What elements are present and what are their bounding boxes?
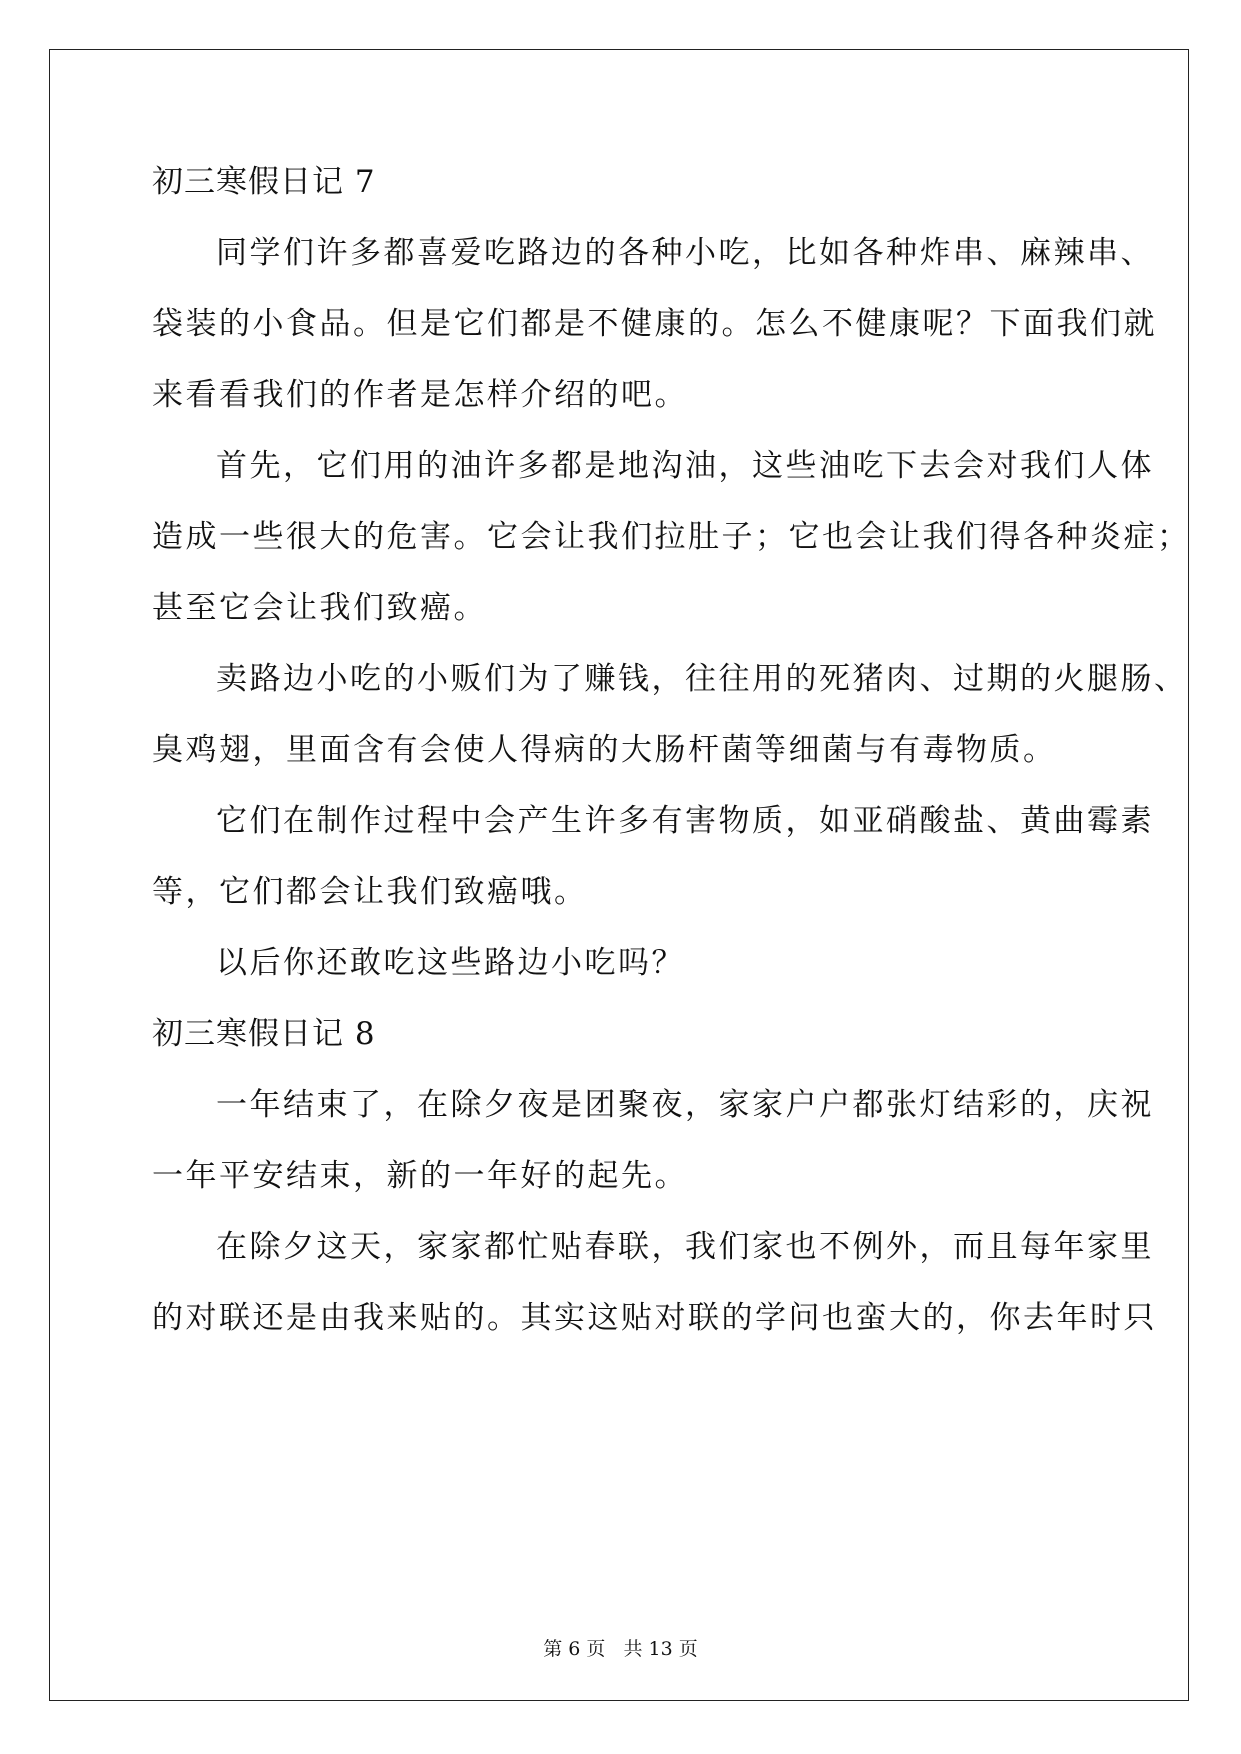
paragraph-line: 它们在制作过程中会产生许多有害物质，如亚硝酸盐、黄曲霉素	[216, 803, 1154, 839]
paragraph-line: 一年平安结束，新的一年好的起先。	[152, 1158, 688, 1194]
paragraph-line: 卖路边小吃的小贩们为了赚钱，往往用的死猪肉、过期的火腿肠、	[216, 661, 1188, 697]
section-heading: 初三寒假日记 8	[152, 1016, 376, 1052]
page-footer	[0, 1634, 1241, 1661]
page-total: 共 13 页	[623, 1638, 698, 1660]
paragraph-line: 造成一些很大的危害。它会让我们拉肚子；它也会让我们得各种炎症；	[152, 519, 1191, 555]
section-heading: 初三寒假日记 7	[152, 164, 376, 200]
paragraph-line: 以后你还敢吃这些路边小吃吗？	[216, 945, 685, 981]
paragraph-line: 的对联还是由我来贴的。其实这贴对联的学问也蛮大的，你去年时只	[152, 1300, 1157, 1336]
paragraph-line: 一年结束了，在除夕夜是团聚夜，家家户户都张灯结彩的，庆祝	[216, 1087, 1154, 1123]
paragraph-line: 首先，它们用的油许多都是地沟油，这些油吃下去会对我们人体	[216, 448, 1154, 484]
paragraph-line: 臭鸡翅，里面含有会使人得病的大肠杆菌等细菌与有毒物质。	[152, 732, 1057, 768]
paragraph-line: 在除夕这天，家家都忙贴春联，我们家也不例外，而且每年家里	[216, 1229, 1154, 1265]
paragraph-line: 袋装的小食品。但是它们都是不健康的。怎么不健康呢？下面我们就	[152, 306, 1157, 342]
paragraph-line: 同学们许多都喜爱吃路边的各种小吃，比如各种炸串、麻辣串、	[216, 235, 1154, 271]
paragraph-line: 来看看我们的作者是怎样介绍的吧。	[152, 377, 688, 413]
paragraph-line: 甚至它会让我们致癌。	[152, 590, 487, 626]
paragraph-line: 等，它们都会让我们致癌哦。	[152, 874, 588, 910]
page-number: 第 6 页	[543, 1638, 606, 1660]
